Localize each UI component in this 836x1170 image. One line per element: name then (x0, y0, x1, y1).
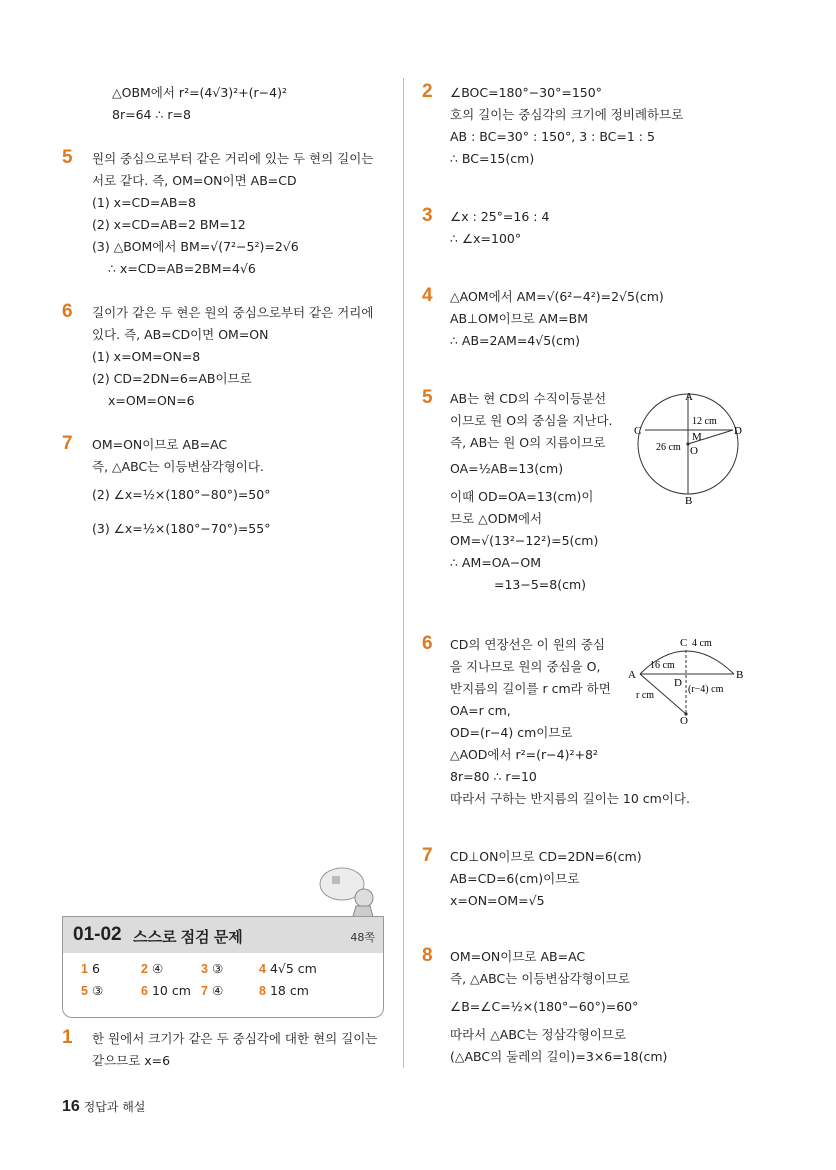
label-A: A (628, 669, 636, 681)
length-12cm: 12 cm (692, 416, 717, 427)
answer-line: OM=ON이므로 AB=AC (450, 949, 586, 964)
left-q1 (62, 1027, 392, 1074)
question-number: 4 (422, 285, 433, 306)
right-q8 (422, 945, 782, 1068)
left-q7 (62, 433, 392, 546)
question-number: 6 (422, 633, 433, 654)
label-C: C (680, 637, 688, 649)
answer-line: AB=CD=6(cm)이므로 (450, 871, 580, 886)
length-16cm: 16 cm (650, 660, 675, 671)
answer-line: ∴ AM=OA−OM (450, 555, 542, 570)
right-q3 (422, 205, 782, 252)
length-r-minus-4: (r−4) cm (688, 684, 724, 695)
answer-line: 길이가 같은 두 현은 원의 중심으로부터 같은 거리에 (92, 305, 374, 320)
answer-line: OM=√(13²−12²)=5(cm) (450, 533, 599, 548)
question-number: 5 (62, 147, 73, 168)
circle-figure-q5 (630, 390, 746, 504)
arc-figure-q6 (624, 634, 748, 724)
answer-line: ∴ BC=15(cm) (450, 151, 535, 166)
answer-line: (1) x=OM=ON=8 (92, 349, 201, 364)
label-D: D (674, 677, 682, 689)
answer-line: ∴ AB=2AM=4√5(cm) (450, 333, 580, 348)
label-M: M (692, 431, 702, 443)
answer-line: (2) x=CD=AB=2 BM=12 (92, 217, 246, 232)
answer-line: 따라서 △ABC는 정삼각형이므로 (450, 1027, 627, 1042)
question-number: 7 (62, 433, 73, 454)
answer-line: OD=(r−4) cm이므로 (450, 725, 573, 740)
review-answer-box (62, 916, 384, 1018)
label-B: B (736, 669, 744, 681)
answer-item: 1 6 (81, 961, 100, 976)
right-q2 (422, 81, 782, 174)
answer-item: 6 10 cm (141, 983, 191, 998)
right-q4 (422, 285, 782, 354)
answer-line: (2) ∠x=½×(180°−80°)=50° (92, 487, 271, 502)
answer-line: 서로 같다. 즉, OM=ON이면 AB=CD (92, 173, 297, 188)
left-q6 (62, 301, 392, 414)
answer-item: 3 ③ (201, 961, 224, 976)
intro-line-1: △OBM에서 r²=(4√3)²+(r−4)² (112, 85, 287, 100)
answer-line: ∴ x=CD=AB=2BM=4√6 (108, 261, 256, 276)
label-D: D (734, 425, 742, 437)
answer-item: 4 4√5 cm (259, 961, 317, 976)
answer-item: 8 18 cm (259, 983, 309, 998)
review-title: 스스로 점검 문제 (133, 929, 243, 946)
review-code: 01-02 (73, 924, 122, 945)
length-r-cm: r cm (636, 690, 655, 701)
right-q7 (422, 845, 782, 914)
answer-line: (△ABC의 둘레의 길이)=3×6=18(cm) (450, 1049, 668, 1064)
answer-line: △AOD에서 r²=(r−4)²+8² (450, 747, 598, 762)
label-O: O (690, 445, 698, 457)
answer-line: (2) CD=2DN=6=AB이므로 (92, 371, 252, 386)
length-4cm: 4 cm (692, 638, 712, 649)
answer-line: ∠BOC=180°−30°=150° (450, 85, 602, 100)
answer-line: x=ON=OM=√5 (450, 893, 545, 908)
answer-line: 므로 △ODM에서 (450, 511, 543, 526)
length-26cm: 26 cm (656, 442, 681, 453)
question-number: 8 (422, 945, 433, 966)
answer-line: 이므로 원 O의 중심을 지난다. (450, 413, 613, 428)
answer-line: =13−5=8(cm) (494, 577, 587, 592)
review-page-ref: 48쪽 (350, 931, 375, 944)
answer-line: 원의 중심으로부터 같은 거리에 있는 두 현의 길이는 (92, 151, 374, 166)
answer-line: 을 지나므로 원의 중심을 O, (450, 659, 601, 674)
intro-line-2: 8r=64 ∴ r=8 (112, 107, 191, 122)
answer-line: 같으므로 x=6 (92, 1053, 171, 1068)
answer-line: (3) △BOM에서 BM=√(7²−5²)=2√6 (92, 239, 299, 254)
answer-line: 한 원에서 크기가 같은 두 중심각에 대한 현의 길이는 (92, 1031, 378, 1046)
answer-line: △AOM에서 AM=√(6²−4²)=2√5(cm) (450, 289, 664, 304)
page-footer (62, 1098, 145, 1116)
question-number: 5 (422, 387, 433, 408)
answer-line: AB⊥OM이므로 AM=BM (450, 311, 589, 326)
question-number: 6 (62, 301, 73, 322)
page-number: 16 (62, 1098, 80, 1115)
answer-item: 7 ④ (201, 983, 224, 998)
answer-line: ∠B=∠C=½×(180°−60°)=60° (450, 999, 639, 1014)
column-divider (403, 78, 404, 1068)
answer-line: OM=ON이므로 AB=AC (92, 437, 228, 452)
answer-line: 있다. 즉, AB=CD이면 OM=ON (92, 327, 269, 342)
answer-line: OA=r cm, (450, 703, 511, 718)
question-number: 2 (422, 81, 433, 102)
label-A: A (685, 391, 693, 403)
answer-line: CD의 연장선은 이 원의 중심 (450, 637, 605, 652)
label-O: O (680, 715, 688, 724)
answer-line: 즉, △ABC는 이등변삼각형이므로 (450, 971, 630, 986)
answer-line: AB는 현 CD의 수직이등분선 (450, 391, 607, 406)
answer-item: 5 ③ (81, 983, 104, 998)
question-number: 7 (422, 845, 433, 866)
mascot-illustration (312, 862, 384, 922)
review-header (63, 917, 383, 953)
answer-line: 즉, △ABC는 이등변삼각형이다. (92, 459, 264, 474)
answer-line: ∴ ∠x=100° (450, 231, 522, 246)
label-B: B (685, 495, 693, 504)
answer-item: 2 ④ (141, 961, 164, 976)
answer-line: (1) x=CD=AB=8 (92, 195, 196, 210)
answer-line: ∠x : 25°=16 : 4 (450, 209, 550, 224)
answer-line: 반지름의 길이를 r cm라 하면 (450, 681, 611, 696)
answer-line: CD⊥ON이므로 CD=2DN=6(cm) (450, 849, 642, 864)
answer-line: OA=½AB=13(cm) (450, 461, 564, 476)
answer-line: x=OM=ON=6 (108, 393, 195, 408)
answer-line: 8r=80 ∴ r=10 (450, 769, 537, 784)
answer-line: 호의 길이는 중심각의 크기에 정비례하므로 (450, 107, 684, 122)
answer-line: 이때 OD=OA=13(cm)이 (450, 489, 594, 504)
footer-label: 정답과 해설 (83, 1100, 146, 1114)
answer-line: (3) ∠x=½×(180°−70°)=55° (92, 521, 271, 536)
left-q5 (62, 147, 392, 280)
answer-line: AB : BC=30° : 150°, 3 : BC=1 : 5 (450, 129, 655, 144)
question-number: 1 (62, 1027, 73, 1048)
label-C: C (634, 425, 642, 437)
answer-line: 즉, AB는 원 O의 지름이므로 (450, 435, 606, 450)
answer-line: 따라서 구하는 반지름의 길이는 10 cm이다. (450, 791, 690, 806)
question-number: 3 (422, 205, 433, 226)
